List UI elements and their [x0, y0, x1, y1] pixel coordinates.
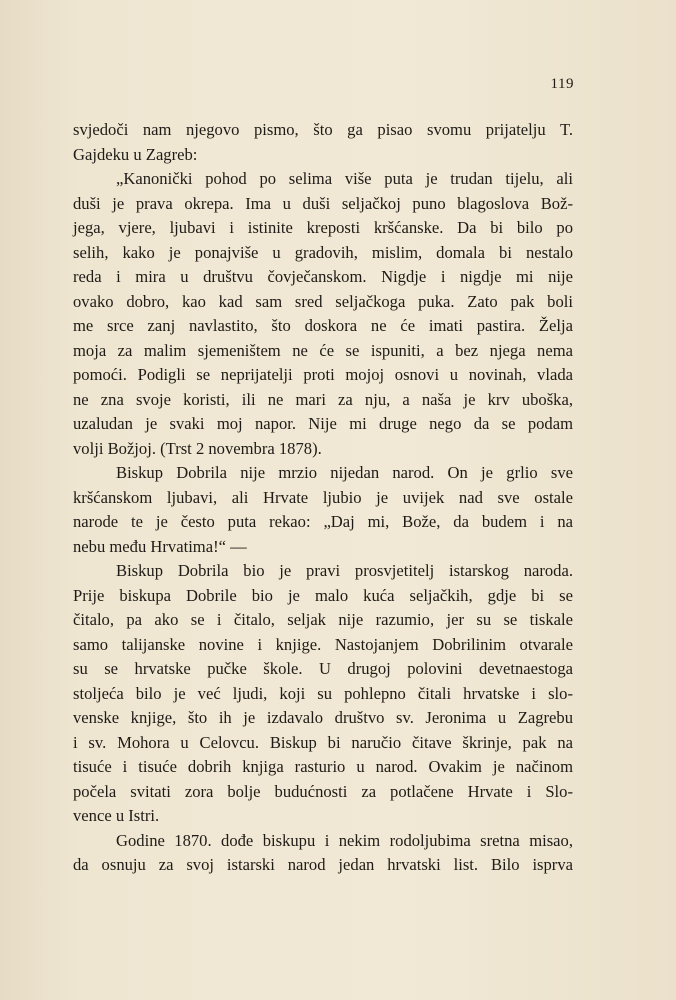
- text-line: nebu među Hrvatima!“ —: [73, 536, 247, 556]
- text-line: duši je prava okrepa. Ima u duši seljačkoj puno blagoslova Bož-: [73, 193, 573, 213]
- page-number: 119: [550, 76, 574, 92]
- text-line: počela svitati zora bolje budućnosti za potlačene Hrvate i Slo-: [73, 781, 573, 801]
- text-line: reda i mira u društvu čovječanskom. Nigdje i nigdje mi nije: [73, 267, 573, 286]
- text-line: Biskup Dobrila nije mrzio nijedan narod. On je grlio sve: [116, 463, 573, 482]
- text-line: uzaludan je svaki moj napor. Nije mi druge nego da se podam: [73, 414, 573, 433]
- text-line: vence u Istri.: [73, 806, 160, 825]
- body-text: [73, 118, 573, 878]
- text-line: kršćanskom ljubavi, ali Hrvate ljubio je uvijek nad sve ostale: [73, 487, 573, 507]
- text-line: ovako dobro, kao kad sam sred seljačkoga puka. Zato pak boli: [73, 291, 573, 311]
- text-line: moja za malim sjemeništem ne će se ispuniti, a bez njega nema: [73, 340, 573, 360]
- text-line: svjedoči nam njegovo pismo, što ga pisao svomu prijatelju T.: [73, 120, 573, 139]
- text-line: i sv. Mohora u Celovcu. Biskup bi naručio čitave škrinje, pak na: [73, 732, 573, 752]
- text-line: tisuće i tisuće dobrih knjiga rasturio u narod. Ovakim je načinom: [73, 757, 573, 776]
- text-line: su se hrvatske pučke škole. U drugoj polovini devetnaestoga: [73, 659, 573, 678]
- text-line: da osnuju za svoj istarski narod jedan hrvatski list. Bilo isprva: [73, 855, 573, 874]
- text-line: Prije biskupa Dobrile bio je malo kuća seljačkih, gdje bi se: [73, 585, 573, 605]
- text-line: me srce zanj navlastito, što doskora ne će imati pastira. Želja: [73, 316, 573, 335]
- text-line: Godine 1870. dođe biskupu i nekim rodoljubima sretna misao,: [116, 830, 573, 850]
- text-line: selih, kako je ponajviše u gradovih, mislim, domala bi nestalo: [73, 242, 573, 262]
- text-line: samo talijanske novine i knjige. Nastojanjem Dobrilinim otvarale: [73, 634, 573, 654]
- text-line: stoljeća bilo je već ljudi, koji su pohlepno čitali hrvatske i slo-: [73, 683, 573, 703]
- text-line: pomoći. Podigli se neprijatelji proti mojoj osnovi u novinah, vlada: [73, 365, 573, 384]
- text-line: volji Božjoj. (Trst 2 novembra 1878).: [73, 438, 322, 458]
- text-line: narode te je često puta rekao: „Daj mi, Bože, da budem i na: [73, 512, 573, 531]
- text-line: jega, vjere, ljubavi i istinite kreposti kršćanske. Da bi bilo po: [73, 218, 573, 237]
- text-line: čitalo, pa ako se i čitalo, seljak nije razumio, jer su se tiskale: [73, 610, 573, 629]
- text-line: ne zna svoje koristi, ili ne mari za nju, a naša je krv uboška,: [73, 389, 573, 409]
- text-line: Gajdeku u Zagreb:: [73, 144, 198, 164]
- text-line: „Kanonički pohod po selima više puta je trudan tijelu, ali: [116, 169, 573, 188]
- text-line: venske knjige, što ih je izdavalo društvo sv. Jeronima u Zagrebu: [73, 708, 573, 727]
- text-line: Biskup Dobrila bio je pravi prosvjetitelj istarskog naroda.: [116, 561, 573, 580]
